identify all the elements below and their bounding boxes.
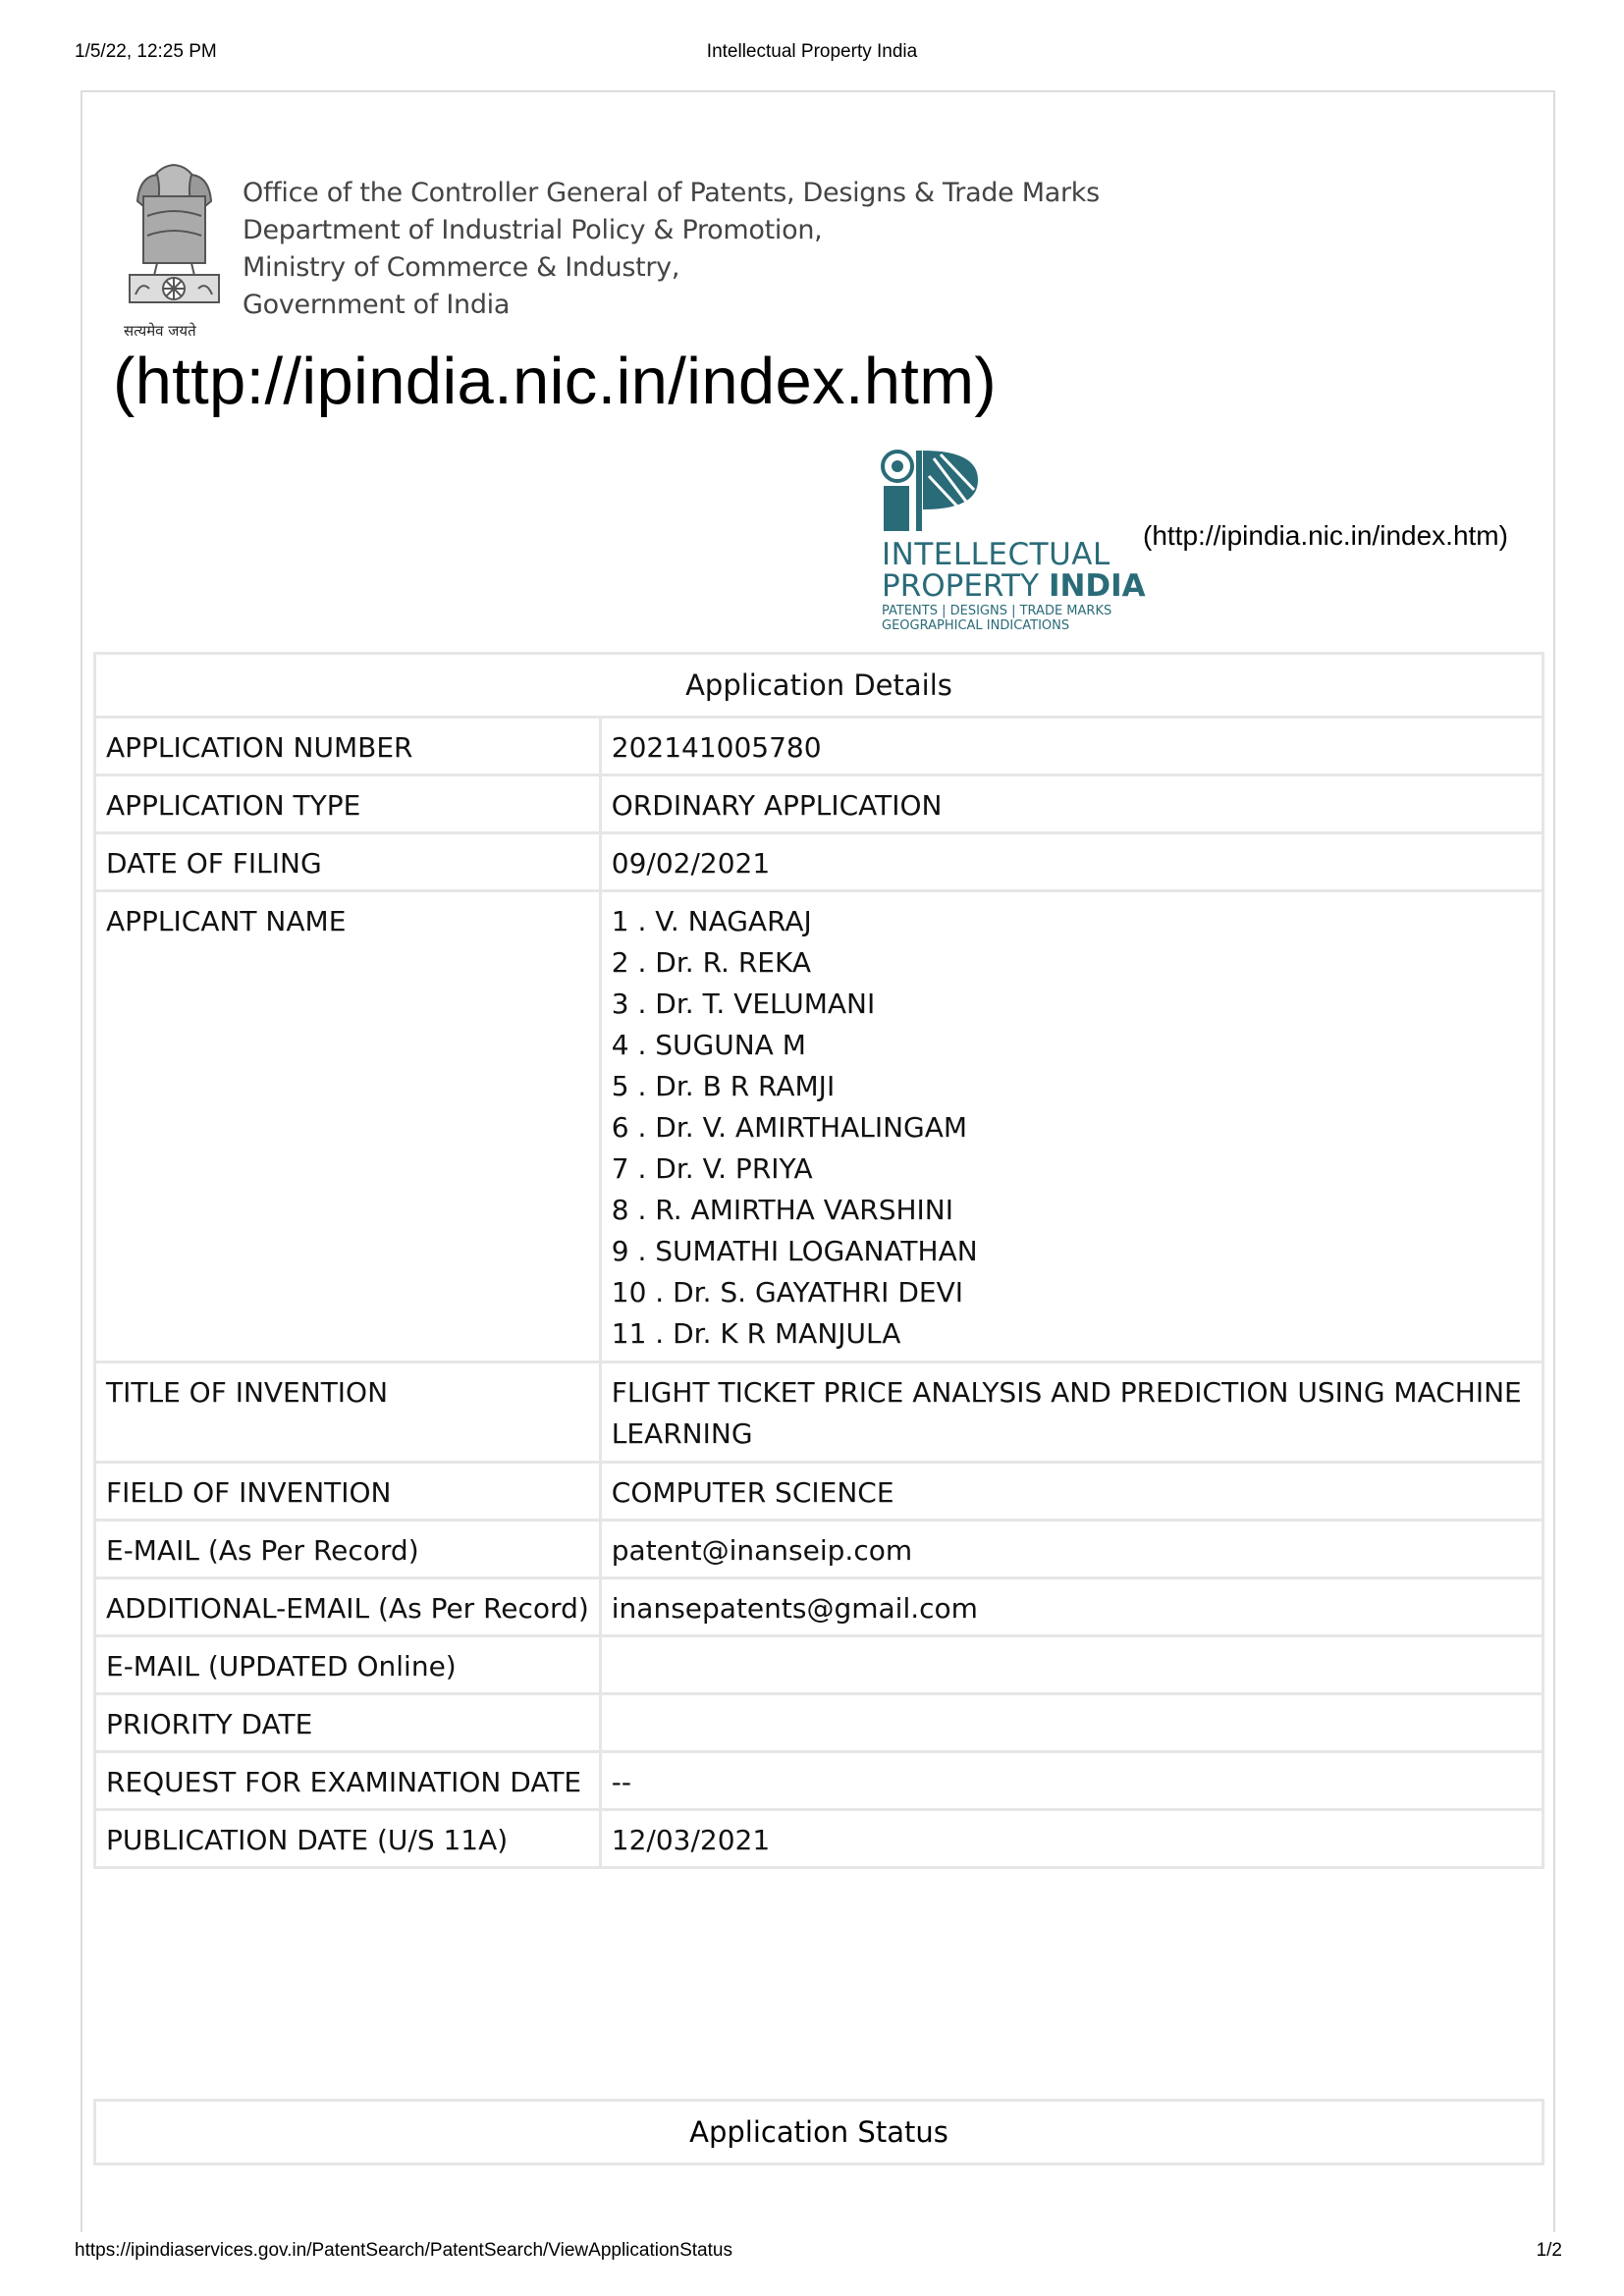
applicant-name: 5 . Dr. B R RAMJI <box>611 1070 836 1102</box>
row-label: APPLICATION TYPE <box>95 775 601 833</box>
table-row <box>95 1694 1543 1752</box>
print-datetime: 1/5/22, 12:25 PM <box>75 41 217 62</box>
logo-tagline-line: GEOGRAPHICAL INDICATIONS <box>882 618 1070 633</box>
table-row <box>95 1521 1543 1578</box>
row-label: APPLICANT NAME <box>95 891 601 1362</box>
table-row <box>95 891 1543 1362</box>
print-page-number: 1/2 <box>1536 2240 1562 2261</box>
applicant-name: 4 . SUGUNA M <box>611 1029 806 1061</box>
row-label: PUBLICATION DATE (U/S 11A) <box>95 1810 601 1868</box>
applicant-name: 6 . Dr. V. AMIRTHALINGAM <box>611 1111 968 1144</box>
logo-line-property-india <box>882 568 1146 604</box>
office-line: Government of India <box>243 290 511 320</box>
row-value: ORDINARY APPLICATION <box>600 775 1543 833</box>
print-page-title: Intellectual Property India <box>706 41 918 62</box>
row-label: PRIORITY DATE <box>95 1694 601 1752</box>
table-row <box>95 1362 1543 1463</box>
row-label: APPLICATION NUMBER <box>95 718 601 775</box>
table-row <box>95 1752 1543 1810</box>
table-row <box>95 833 1543 891</box>
row-label: E-MAIL (As Per Record) <box>95 1521 601 1578</box>
applicant-name: 8 . R. AMIRTHA VARSHINI <box>611 1194 954 1226</box>
application-status-heading: Application Status <box>93 2099 1544 2165</box>
office-line: Department of Industrial Policy & Promotion, <box>243 215 823 245</box>
row-value: FLIGHT TICKET PRICE ANALYSIS AND PREDICTION USING MACHINE LEARNING <box>600 1362 1543 1463</box>
application-details-table <box>93 652 1544 1869</box>
row-label: E-MAIL (UPDATED Online) <box>95 1636 601 1694</box>
table-row <box>95 1810 1543 1868</box>
logo-link[interactable]: (http://ipindia.nic.in/index.htm) <box>1143 520 1508 551</box>
applicant-list <box>600 891 1543 1362</box>
applicant-name: 9 . SUMATHI LOGANATHAN <box>611 1235 978 1267</box>
application-details-heading: Application Details <box>95 654 1543 718</box>
row-label: REQUEST FOR EXAMINATION DATE <box>95 1752 601 1810</box>
row-label: FIELD OF INVENTION <box>95 1463 601 1521</box>
applicant-name: 3 . Dr. T. VELUMANI <box>611 988 876 1020</box>
print-url: https://ipindiaservices.gov.in/PatentSearch/PatentSearch/ViewApplicationStatus <box>75 2240 732 2261</box>
applicant-name: 11 . Dr. K R MANJULA <box>611 1317 901 1350</box>
row-value: 202141005780 <box>600 718 1543 775</box>
row-value: COMPUTER SCIENCE <box>600 1463 1543 1521</box>
ip-india-logo[interactable] <box>880 447 1146 638</box>
row-label: ADDITIONAL-EMAIL (As Per Record) <box>95 1578 601 1636</box>
applicant-name: 1 . V. NAGARAJ <box>611 905 812 937</box>
applicant-name: 10 . Dr. S. GAYATHRI DEVI <box>611 1276 963 1308</box>
table-row <box>95 775 1543 833</box>
row-value <box>600 1694 1543 1752</box>
table-row <box>95 1636 1543 1694</box>
logo-property-text: PROPERTY <box>882 568 1049 604</box>
office-name-block <box>243 175 1100 324</box>
ip-india-logo-icon <box>880 447 998 535</box>
logo-tagline <box>882 604 1111 633</box>
emblem-motto: सत्यमेव जयते <box>124 322 196 340</box>
row-label: TITLE OF INVENTION <box>95 1362 601 1463</box>
table-header-row <box>95 654 1543 718</box>
logo-india-text: INDIA <box>1048 568 1146 604</box>
table-row <box>95 1578 1543 1636</box>
table-row <box>95 718 1543 775</box>
applicant-name: 2 . Dr. R. REKA <box>611 946 812 979</box>
home-link[interactable]: (http://ipindia.nic.in/index.htm) <box>113 345 997 418</box>
row-value <box>600 1636 1543 1694</box>
row-label: DATE OF FILING <box>95 833 601 891</box>
row-value: patent@inanseip.com <box>600 1521 1543 1578</box>
row-value: 09/02/2021 <box>600 833 1543 891</box>
print-header <box>0 41 1624 65</box>
national-emblem-icon <box>118 157 231 344</box>
logo-line-intellectual: INTELLECTUAL <box>882 537 1110 572</box>
logo-tagline-line: PATENTS | DESIGNS | TRADE MARKS <box>882 604 1112 618</box>
row-value: inansepatents@gmail.com <box>600 1578 1543 1636</box>
row-value: -- <box>600 1752 1543 1810</box>
office-line: Office of the Controller General of Patents, Designs & Trade Marks <box>243 178 1100 208</box>
office-line: Ministry of Commerce & Industry, <box>243 252 680 283</box>
row-value: 12/03/2021 <box>600 1810 1543 1868</box>
table-row <box>95 1463 1543 1521</box>
applicant-name: 7 . Dr. V. PRIYA <box>611 1152 813 1185</box>
